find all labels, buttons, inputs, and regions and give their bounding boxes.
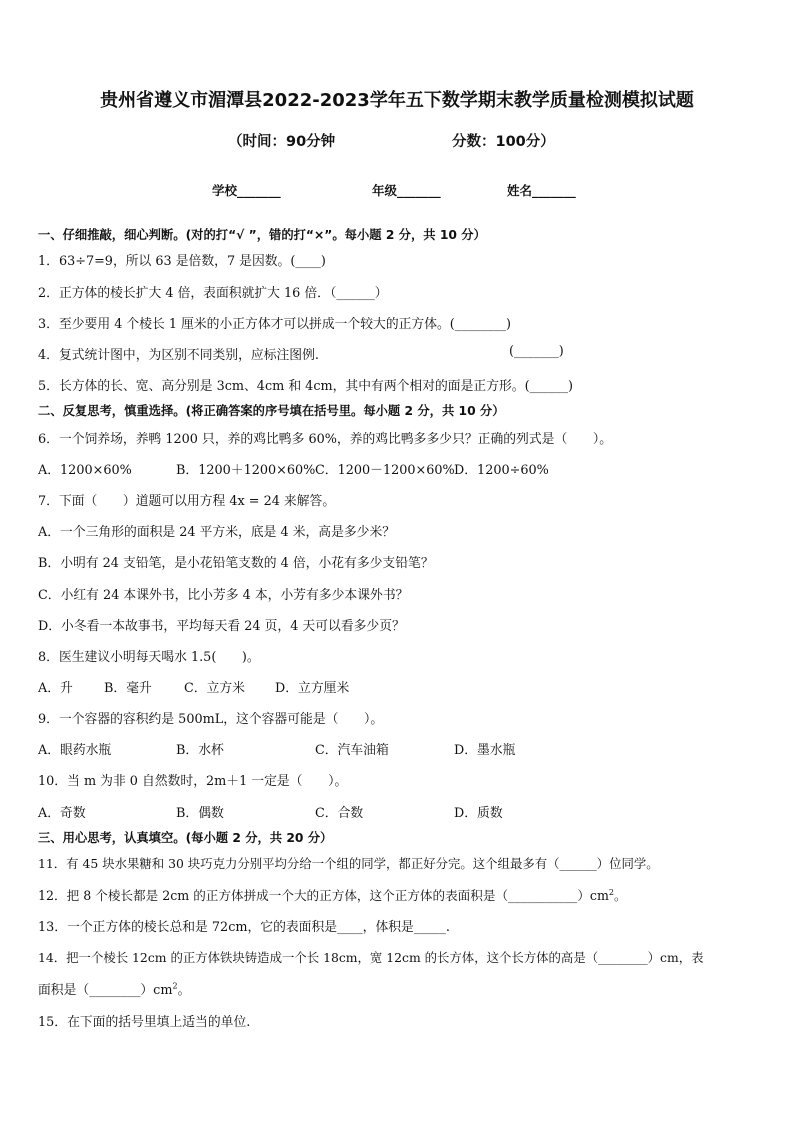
superscript-2: 2 bbox=[608, 887, 615, 897]
q9-option-a: A．眼药水瓶 bbox=[38, 743, 112, 758]
q10-option-a: A．奇数 bbox=[38, 806, 86, 821]
q9-option-c: C．汽车油箱 bbox=[315, 743, 389, 758]
q9-option-d: D．墨水瓶 bbox=[454, 743, 516, 758]
exam-time: （时间：90分钟 bbox=[228, 134, 336, 150]
question-12-text: 12．把 8 个棱长都是 2cm 的正方体拼成一个大的正方体，这个正方体的表面积是（___________）cm bbox=[38, 888, 609, 903]
q8-option-a: A．升 bbox=[38, 681, 73, 696]
q10-option-d: D．质数 bbox=[454, 806, 503, 821]
question-10: 10．当 m 为非 0 自然数时，2m＋1 一定是（ ）。 bbox=[38, 774, 348, 789]
question-13: 13．一个正方体的棱长总和是 72cm，它的表面积是____，体积是_____. bbox=[38, 920, 450, 935]
q7-option-a: A．一个三角形的面积是 24 平方米，底是 4 米，高是多少米？ bbox=[38, 525, 396, 540]
section-3-heading: 三、用心思考，认真填空。(每小题 2 分，共 20 分） bbox=[38, 831, 333, 845]
q7-option-b: B．小明有 24 支铅笔，是小花铅笔支数的 4 倍，小花有多少支铅笔？ bbox=[38, 556, 434, 571]
question-9: 9．一个容器的容积约是 500mL，这个容器可能是（ ）。 bbox=[38, 712, 384, 727]
q7-option-c: C．小红有 24 本课外书，比小芳多 4 本，小芳有多少本课外书？ bbox=[38, 588, 409, 603]
question-14: 14．把一个棱长 12cm 的正方体铁块铸造成一个长 18cm，宽 12cm 的长方体，这个长方体的高是（________）cm，表 bbox=[38, 950, 704, 965]
question-15: 15．在下面的括号里填上适当的单位. bbox=[38, 1015, 251, 1030]
q6-option-a: A．1200×60% bbox=[38, 463, 132, 478]
question-12: 12．把 8 个棱长都是 2cm 的正方体拼成一个大的正方体，这个正方体的表面积是$(\_\_\_\_\_\_\_\_\_\_\_)cm^2$。 bbox=[38, 887, 627, 903]
q6-option-b: B．1200＋1200×60% bbox=[176, 463, 316, 478]
question-1: 1．63÷7=9，所以 63 是倍数，7 是因数。(____) bbox=[38, 254, 326, 269]
q9-option-b: B．水杯 bbox=[176, 743, 224, 758]
question-11: 11．有 45 块水果糖和 30 块巧克力分别平均分给一个组的同学，都正好分完。这个组最多有（______）位同学。 bbox=[38, 856, 659, 871]
question-4: 4．复式统计图中，为区别不同类别，应标注图例. bbox=[38, 348, 319, 363]
exam-score: 分数：100分） bbox=[452, 134, 555, 150]
question-5: 5．长方体的长、宽、高分别是 3cm、4cm 和 4cm，其中有两个相对的面是正方形。(______) bbox=[38, 379, 573, 394]
q7-option-d: D．小冬看一本故事书，平均每天看 24 页，4 天可以看多少页？ bbox=[38, 619, 405, 634]
question-8: 8．医生建议小明每天喝水 1.5( )。 bbox=[38, 650, 260, 665]
q6-option-d: D．1200÷60% bbox=[454, 463, 549, 478]
name-field[interactable]: 姓名_______ bbox=[507, 183, 576, 198]
q10-option-b: B．偶数 bbox=[176, 806, 224, 821]
question-4-blank: (_______) bbox=[509, 344, 564, 359]
section-1-heading: 一、仔细推敲，细心判断。(对的打“√ ”，错的打“×”。每小题 2 分，共 10 分） bbox=[38, 228, 486, 242]
q8-option-b: B．毫升 bbox=[104, 681, 152, 696]
q10-option-c: C．合数 bbox=[315, 806, 364, 821]
school-field[interactable]: 学校_______ bbox=[212, 183, 281, 198]
q6-option-c: C．1200－1200×60% bbox=[315, 463, 455, 478]
question-2: 2．正方体的棱长扩大 4 倍，表面积就扩大 16 倍．（______） bbox=[38, 286, 388, 301]
section-2-heading: 二、反复思考，慎重选择。(将正确答案的序号填在括号里。每小题 2 分，共 10 分） bbox=[38, 404, 505, 418]
q8-option-c: C．立方米 bbox=[184, 681, 245, 696]
question-3: 3．至少要用 4 个棱长 1 厘米的小正方体才可以拼成一个较大的正方体。(________) bbox=[38, 317, 511, 332]
superscript-2: 2 bbox=[172, 981, 178, 991]
question-7: 7．下面（ ）道题可以用方程 4x = 24 来解答。 bbox=[38, 494, 336, 509]
page-title: 贵州省遵义市湄潭县2022-2023学年五下数学期末教学质量检测模拟试题 bbox=[100, 90, 694, 111]
question-14-cont-text: 面积是（________）cm bbox=[38, 983, 173, 998]
question-6: 6．一个饲养场，养鸭 1200 只，养的鸡比鸭多 60%，养的鸡比鸭多多少只？正确的列式是（ ）。 bbox=[38, 432, 613, 447]
q8-option-d: D．立方厘米 bbox=[275, 681, 350, 696]
grade-field[interactable]: 年级_______ bbox=[372, 183, 441, 198]
question-14-cont: 面积是$(\_\_\_\_\_\_\_\_)cm^2$。 bbox=[38, 981, 191, 998]
